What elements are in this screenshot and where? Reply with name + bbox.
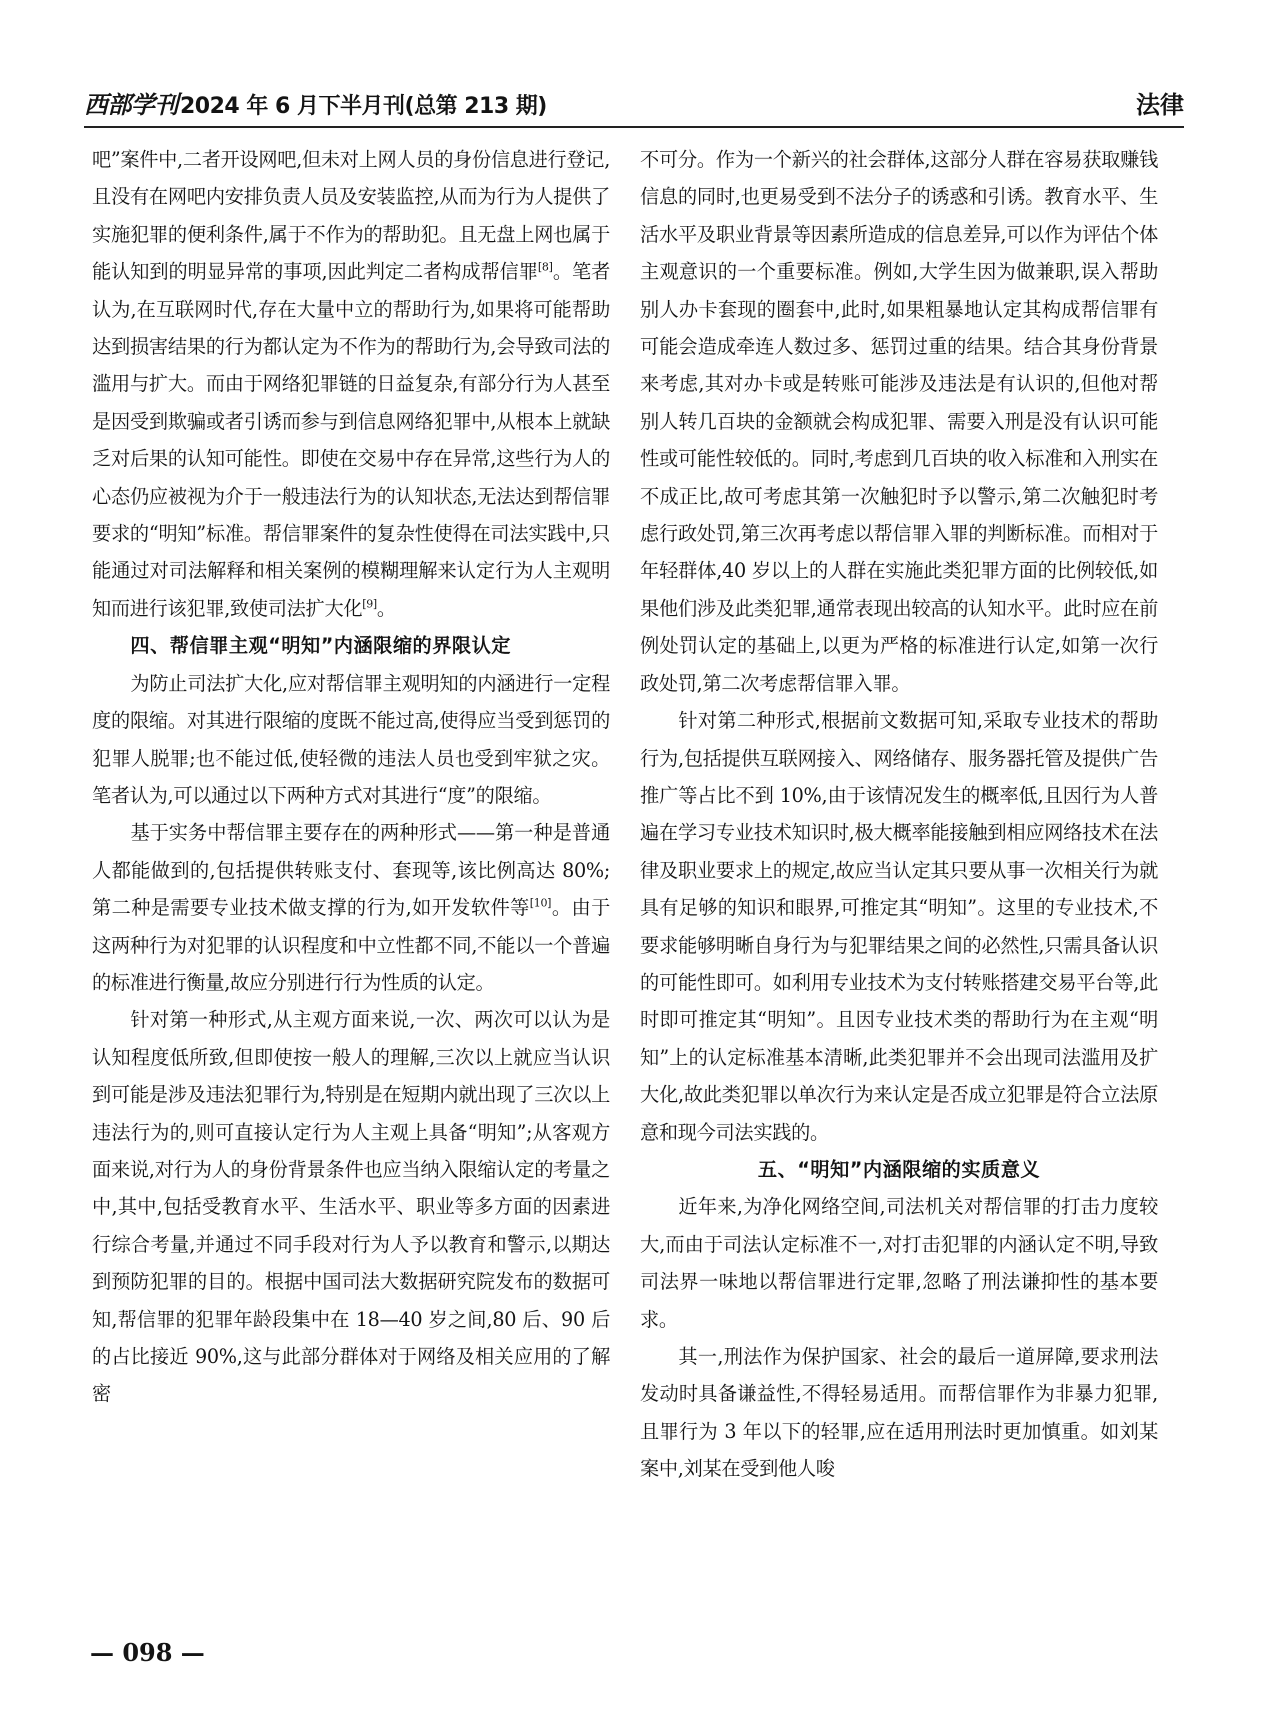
section-label: 法律 [1136,91,1184,119]
citation-ref: [9] [362,597,377,611]
section-heading: 五、“明知”内涵限缩的实质意义 [757,1157,1041,1181]
paragraph: 近年来,为净化网络空间,司法机关对帮信罪的打击力度较大,而由于司法认定标准不一,对打击犯罪的内涵认定不明,导致司法界一味地以帮信罪进行定罪,忽略了刑法谦抑性的基本要求。 [640,1195,1158,1331]
left-column [92,141,610,1413]
section-heading: 四、帮信罪主观“明知”内涵限缩的界限认定 [130,634,511,658]
journal-logo: 西部学刊 [84,90,178,119]
paragraph: 其一,刑法作为保护国家、社会的最后一道屏障,要求刑法发动时具备谦益性,不得轻易适用。而帮信罪作为非暴力犯罪,且罪行为 3 年以下的轻罪,应在适用刑法时更加慎重。如刘某案中,刘某在受到他人唆 [640,1345,1158,1481]
paragraph: 吧”案件中,二者开设网吧,但未对上网人员的身份信息进行登记,且没有在网吧内安排负责人员及安装监控,从而为行为人提供了实施犯罪的便利条件,属于不作为的帮助犯。且无盘上网也属于能认知到的明显异常的事项,因此判定二者构成帮信罪[8]。笔者认为,在互联网时代,存在大量中立的帮助行为,如果将可能帮助达到损害结果的行为都认定为不作为的帮助行为,会导致司法的滥用与扩大。而由于网络犯罪链的日益复杂,有部分行为人甚至是因受到欺骗或者引诱而参与到信息网络犯罪中,从根本上就缺乏对后果的认知可能性。即使在交易中存在异常,这些行为人的心态仍应被视为介于一般违法行为的认知状态,无法达到帮信罪要求的“明知”标准。帮信罪案件的复杂性使得在司法实践中,只能通过对司法解释和相关案例的模糊理解来认定行为人主观明知而进行该犯罪,致使司法扩大化[9]。 [92,148,610,620]
header-rule [84,126,1184,128]
paragraph: 不可分。作为一个新兴的社会群体,这部分人群在容易获取赚钱信息的同时,也更易受到不法分子的诱惑和引诱。教育水平、生活水平及职业背景等因素所造成的信息差异,可以作为评估个体主观意识的一个重要标准。例如,大学生因为做兼职,误入帮助别人办卡套现的圈套中,此时,如果粗暴地认定其构成帮信罪有可能会造成牵连人数过多、惩罚过重的结果。结合其身份背景来考虑,其对办卡或是转账可能涉及违法是有认识的,但他对帮别人转几百块的金额就会构成犯罪、需要入刑是没有认识可能性或可能性较低的。同时,考虑到几百块的收入标准和入刑实在不成正比,故可考虑其第一次触犯时予以警示,第二次触犯时考虑行政处罚,第三次再考虑以帮信罪入罪的判断标准。而相对于年轻群体,40 岁以上的人群在实施此类犯罪方面的比例较低,如果他们涉及此类犯罪,通常表现出较高的认知水平。此时应在前例处罚认定的基础上,以更为严格的标准进行认定,如第一次行政处罚,第二次考虑帮信罪入罪。 [640,148,1158,695]
citation-ref: [10] [529,896,552,910]
paragraph: 针对第一种形式,从主观方面来说,一次、两次可以认为是认知程度低所致,但即使按一般人的理解,三次以上就应当认识到可能是涉及违法犯罪行为,特别是在短期内就出现了三次以上违法行为的,则可直接认定行为人主观上具备“明知”;从客观方面来说,对行为人的身份背景条件也应当纳入限缩认定的考量之中,其中,包括受教育水平、生活水平、职业等多方面的因素进行综合考量,并通过不同手段对行为人予以教育和警示,以期达到预防犯罪的目的。根据中国司法大数据研究院发布的数据可知,帮信罪的犯罪年龄段集中在 18—40 岁之间,80 后、90 后的占比接近 90%,这与此部分群体对于网络及相关应用的了解密 [92,1008,610,1406]
running-header [84,86,1184,120]
paragraph: 基于实务中帮信罪主要存在的两种形式——第一种是普通人都能做到的,包括提供转账支付、套现等,该比例高达 80%;第二种是需要专业技术做支撑的行为,如开发软件等[10]。由于这两种行为对犯罪的认识程度和中立性都不同,不能以一个普遍的标准进行衡量,故应分别进行行为性质的认定。 [92,821,610,994]
journal-issue-line [84,85,547,120]
page-number: — 098 — [90,1638,205,1667]
paragraph: 针对第二种形式,根据前文数据可知,采取专业技术的帮助行为,包括提供互联网接入、网络储存、服务器托管及提供广告推广等占比不到 10%,由于该情况发生的概率低,且因行为人普遍在学习专业技术知识时,极大概率能接触到相应网络技术在法律及职业要求上的规定,故应当认定其只要从事一次相关行为就具有足够的知识和眼界,可推定其“明知”。这里的专业技术,不要求能够明晰自身行为与犯罪结果之间的必然性,只需具备认识的可能性即可。如利用专业技术为支付转账搭建交易平台等,此时即可推定其“明知”。且因专业技术类的帮助行为在主观“明知”上的认定标准基本清晰,此类犯罪并不会出现司法滥用及扩大化,故此类犯罪以单次行为来认定是否成立犯罪是符合立法原意和现今司法实践的。 [640,709,1158,1144]
citation-ref: [8] [537,260,553,274]
issue-label: 2024 年 6 月下半月刊(总第 213 期) [180,94,547,119]
right-column [640,141,1158,1488]
paragraph: 为防止司法扩大化,应对帮信罪主观明知的内涵进行一定程度的限缩。对其进行限缩的度既不能过高,使得应当受到惩罚的犯罪人脱罪;也不能过低,使轻微的违法人员也受到牢狱之灾。笔者认为,可以通过以下两种方式对其进行“度”的限缩。 [92,671,610,807]
